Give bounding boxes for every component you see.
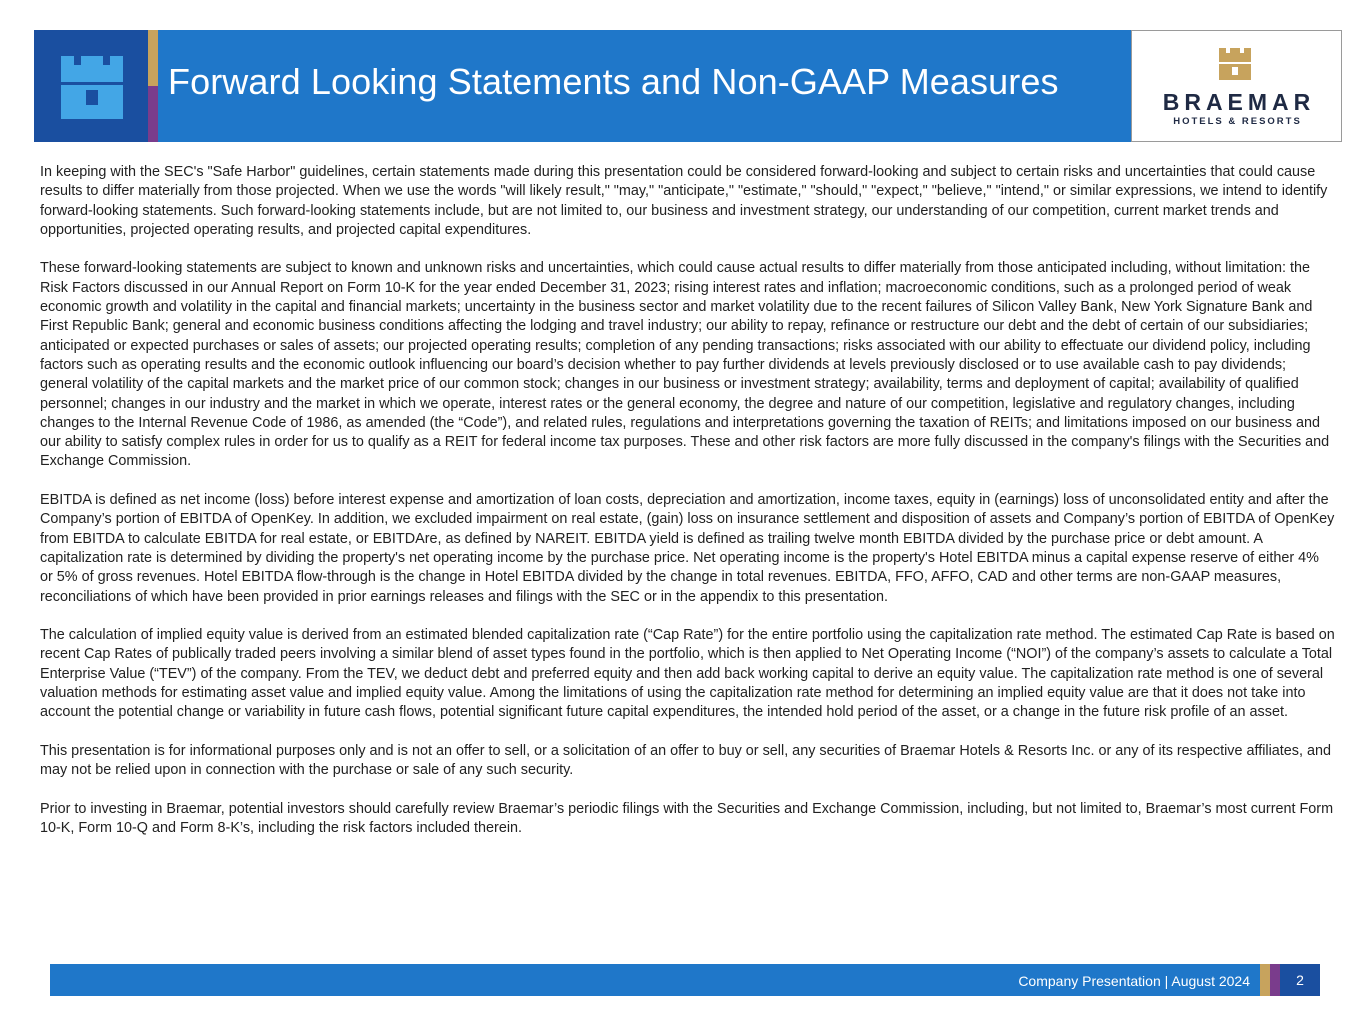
paragraph-implied-equity-value: The calculation of implied equity value is derived from an estimated blended capitalization rate (“Cap Rate”) for the entire portfolio using the capitalization rate method. The estimated Cap Rate is based on recent Cap Rates of publically traded peers involving a similar blend of asset types found in the portfolio, which is then applied to Net Operating Income (“NOI”) of the company’s assets to calculate a Total Enterprise Value (“TEV”) of the company. From the TEV, we deduct debt and preferred equity and then add back working capital to derive an equity value. The capitalization rate method is one of several valuation methods for estimating asset value and implied equity value. Among the limitations of using the capitalization rate method for determining an implied equity value are that it does not take into account the potential change or variability in future cash flows, potential significant future capital expenditures, the intended hold period of the asset, or a change in the future risk profile of an asset. (40, 627, 1335, 721)
footer-accent-purple (1270, 964, 1280, 996)
paragraph-safe-harbor: In keeping with the SEC's "Safe Harbor" guidelines, certain statements made during this presentation could be considered forward-looking and subject to certain risks and uncertainties that could cause results to differ materially from those projected. When we use the words "will likely result," "may," "anticipate," "estimate," "should," "expect," "believe," "intend," or similar expressions, we intend to identify forward-looking statements. Such forward-looking statements include, but are not limited to, our business and investment strategy, our understanding of our competition, current market trends and opportunities, projected operating results, and projected capital expenditures. (40, 164, 1328, 238)
footer-label: Company Presentation | August 2024 (1018, 973, 1250, 989)
logo-wordmark: BRAEMAR (1162, 89, 1316, 115)
header-accent-gold (148, 30, 158, 86)
header-icon-block (34, 30, 148, 142)
page-number: 2 (1280, 964, 1320, 996)
title-bar (158, 30, 1131, 142)
disclaimer-body (40, 163, 1335, 838)
footer-accent-gold (1260, 964, 1270, 996)
paragraph-informational-purposes: This presentation is for informational purposes only and is not an offer to sell, or a solicitation of an offer to buy or sell, any securities of Braemar Hotels & Resorts Inc. or any of its respective affiliates, and may not be relied upon in connection with the purchase or sale of any such security. (40, 742, 1332, 779)
braemar-logo (1131, 30, 1342, 142)
logo-tagline: HOTELS & RESORTS (1173, 116, 1302, 127)
paragraph-risk-factors: These forward-looking statements are subject to known and unknown risks and uncertainties, which could cause actual results to differ materially from those anticipated including, without limitation: the Risk Factors discussed in our Annual Report on Form 10-K for the year ended December 31, 2023; rising interest rates and inflation; macroeconomic conditions, such as a prolonged period of weak economic growth and volatility in the capital and financial markets; uncertainty in the business sector and market volatility due to the recent failures of Silicon Valley Bank, New York Signature Bank and First Republic Bank; general and economic business conditions affecting the lodging and travel industry; our ability to repay, refinance or restructure our debt and the debt of certain of our subsidiaries; anticipated or expected purchases or sales of assets; our projected operating results; completion of any pending transactions; risks associated with our ability to effectuate our dividend policy, including factors such as operating results and the economic outlook influencing our board’s decision whether to pay further dividends at levels previously disclosed or to use available cash to pay dividends; general volatility of the capital markets and the market price of our common stock; changes in our business or investment strategy; availability, terms and deployment of capital; availability of qualified personnel; changes in our industry and the market in which we operate, interest rates or the general economy, the degree and nature of our competition, legislative and regulatory changes, including changes to the Internal Revenue Code of 1986, as amended (the “Code”), and related rules, regulations and interpretations governing the taxation of REITs; and limitations imposed on our business and our ability to satisfy complex rules in order for us to qualify as a REIT for federal income tax purposes. These and other risk factors are more fully discussed in the company's filings with the Securities and Exchange Commission. (40, 260, 1330, 470)
slide-header (34, 30, 1342, 142)
page-title: Forward Looking Statements and Non-GAAP Measures (168, 61, 1059, 102)
paragraph-ebitda-definition: EBITDA is defined as net income (loss) before interest expense and amortization of loan costs, depreciation and amortization, income taxes, equity in (earnings) loss of unconsolidated entity and after the Company’s portion of EBITDA of OpenKey. In addition, we excluded impairment on real estate, (gain) loss on insurance settlement and disposition of assets and Company’s portion of EBITDA of OpenKey from EBITDA to calculate EBITDA for real estate, or EBITDAre, as defined by NAREIT. EBITDA yield is defined as trailing twelve month EBITDA divided by the purchase price or debt amount. A capitalization rate is determined by dividing the property's net operating income by the purchase price. Net operating income is the property's Hotel EBITDA minus a capital expense reserve of either 4% or 5% of gross revenues. Hotel EBITDA flow-through is the change in Hotel EBITDA divided by the change in total revenues. EBITDA, FFO, AFFO, CAD and other terms are non-GAAP measures, reconciliations of which have been provided in prior earnings releases and filings with the SEC or in the appendix to this presentation. (40, 492, 1335, 605)
slide-footer (50, 964, 1320, 996)
header-accent-purple (148, 86, 158, 142)
castle-tower-icon (59, 54, 125, 120)
castle-tower-icon (1218, 47, 1252, 81)
paragraph-investor-review: Prior to investing in Braemar, potential investors should carefully review Braemar’s periodic filings with the Securities and Exchange Commission, including, but not limited to, Braemar’s most current Form 10-K, Form 10-Q and Form 8-K’s, including the risk factors included therein. (40, 800, 1334, 837)
